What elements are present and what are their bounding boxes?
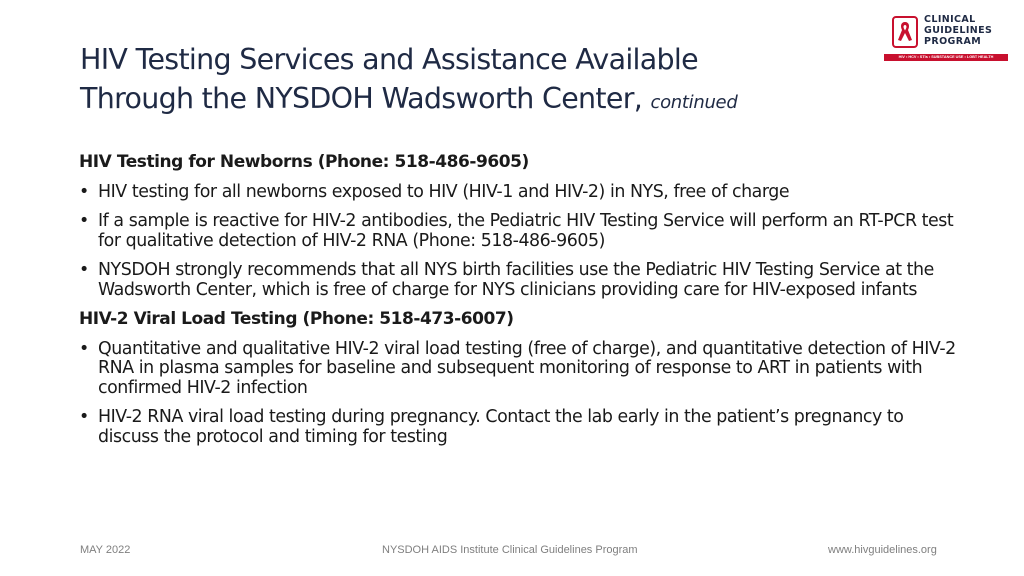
bullet-marker: • — [79, 338, 89, 359]
section-hiv2-viral-load — [79, 310, 959, 447]
bullet-marker: • — [79, 211, 89, 231]
bullet-text: HIV-2 RNA viral load testing during pregnancy. Contact the lab early in the patient’s pregnancy to discuss the protocol and timing for testing — [98, 407, 904, 447]
bullet-item — [79, 183, 959, 203]
section-heading: HIV Testing for Newborns (Phone: 518-486-9605) — [79, 152, 529, 172]
logo-word-1: CLINICAL — [924, 14, 976, 25]
bullet-item — [79, 261, 959, 300]
bullet-marker: • — [79, 260, 89, 280]
bullet-text: Quantitative and qualitative HIV-2 viral load testing (free of charge), and quantitative detection of HIV-2 RNA in plasma samples for baseline and subsequent monitoring of response to ART in patients with confirmed HIV-2 infection — [98, 338, 956, 398]
bullet-text: HIV testing for all newborns exposed to HIV (HIV-1 and HIV-2) in NYS, free of charge — [98, 181, 790, 202]
title-continued: continued — [650, 92, 738, 113]
logo-word-2: GUIDELINES — [924, 25, 993, 36]
section-heading: HIV-2 Viral Load Testing (Phone: 518-473-6007) — [79, 309, 514, 329]
bullet-marker: • — [79, 407, 89, 427]
title-line-2 — [80, 79, 880, 122]
footer-program-name: NYSDOH AIDS Institute Clinical Guidelines Program — [382, 544, 638, 556]
footer-website-link[interactable]: www.hivguidelines.org — [828, 544, 937, 556]
logo-word-3: PROGRAM — [924, 36, 982, 47]
clinical-guidelines-program-logo — [884, 12, 1008, 64]
slide-title — [80, 40, 880, 122]
awareness-ribbon-icon — [892, 16, 918, 48]
bullet-item — [79, 340, 959, 399]
logo-wordmark — [924, 14, 992, 47]
title-line-1: HIV Testing Services and Assistance Available — [80, 43, 698, 76]
footer-date: MAY 2022 — [80, 544, 131, 556]
slide-body — [79, 153, 959, 457]
bullet-item — [79, 212, 959, 251]
bullet-text: NYSDOH strongly recommends that all NYS birth facilities use the Pediatric HIV Testing Service at the Wadsworth Center, which is free of charge for NYS clinicians providing care for HIV-exposed infants — [98, 260, 934, 300]
bullet-marker: • — [79, 181, 89, 202]
bullet-text: If a sample is reactive for HIV-2 antibodies, the Pediatric HIV Testing Service will perform an RT-PCR test for qualitative detection of HIV-2 RNA (Phone: 518-486-9605) — [98, 211, 954, 251]
title-line-2-text: Through the NYSDOH Wadsworth Center, — [80, 82, 643, 115]
logo-topics-strip: HIV • HCV • STIs • SUBSTANCE USE • LGBT HEALTH — [884, 54, 1008, 61]
section-newborns — [79, 153, 959, 300]
bullet-item — [79, 408, 959, 447]
